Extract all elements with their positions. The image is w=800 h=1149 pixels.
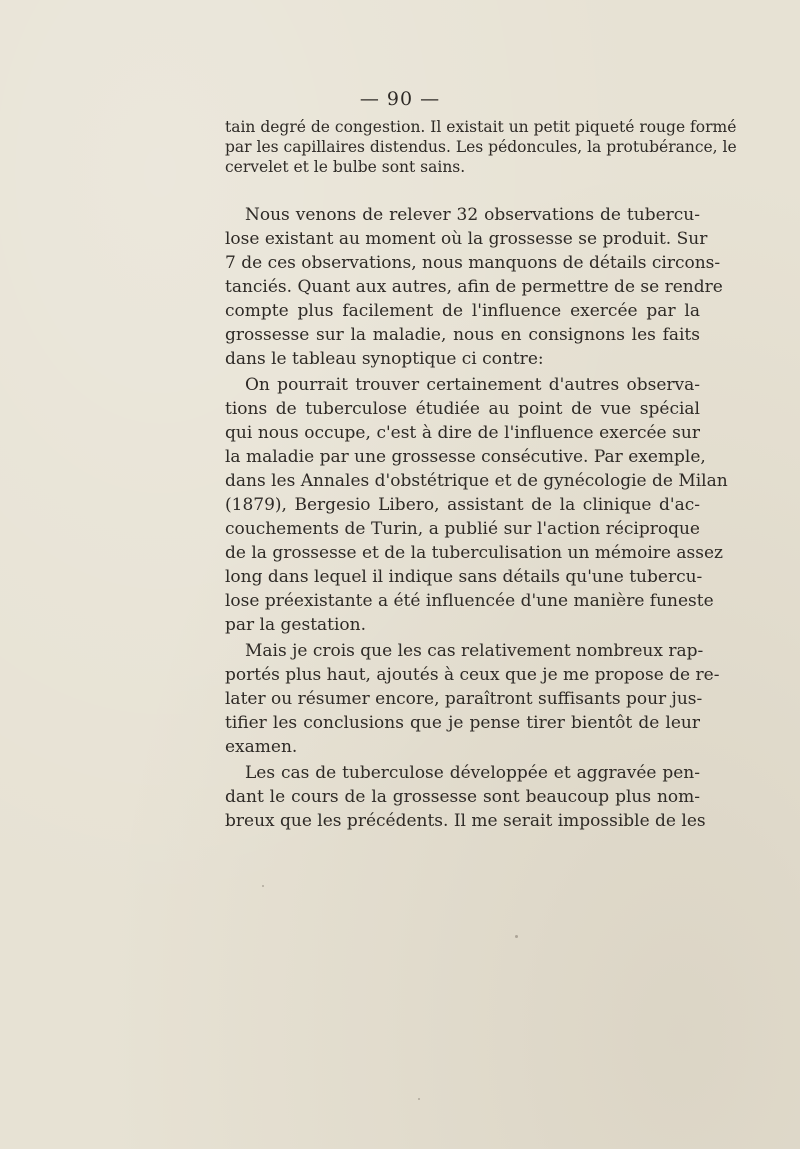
text-line: 7 de ces observations, nous manquons de détails circons-: [225, 253, 721, 273]
text-line: tions de tuberculose étudiée au point de vue spécial: [225, 399, 700, 419]
text-line: tanciés. Quant aux autres, afin de permettre de se rendre: [225, 277, 723, 297]
text-line: tain degré de congestion. Il existait un petit piqueté rouge formé: [225, 118, 737, 136]
text-line: dans le tableau synoptique ci contre:: [225, 349, 544, 369]
text-line: cervelet et le bulbe sont sains.: [225, 158, 466, 176]
text-line: par la gestation.: [225, 615, 367, 635]
text-line: lose préexistante a été influencée d'une manière funeste: [225, 591, 714, 611]
paper-speck: [262, 885, 264, 887]
text-line: tifier les conclusions que je pense tirer bientôt de leur: [225, 713, 700, 733]
text-line: grossesse sur la maladie, nous en consignons les faits: [225, 325, 700, 345]
text-line: dans les Annales d'obstétrique et de gynécologie de Milan: [225, 471, 728, 491]
text-line: Nous venons de relever 32 observations de tubercu-: [245, 205, 700, 225]
text-line: la maladie par une grossesse consécutive. Par exemple,: [225, 447, 706, 467]
text-line: (1879), Bergesio Libero, assistant de la clinique d'ac-: [225, 495, 700, 515]
text-line: compte plus facilement de l'influence exercée par la: [225, 301, 700, 321]
text-line: later ou résumer encore, paraîtront suffisants pour jus-: [225, 689, 703, 709]
paper-speck: [418, 1098, 420, 1100]
paragraph-developed-cases: [225, 761, 706, 833]
text-line: long dans lequel il indique sans détails qu'une tubercu-: [225, 567, 703, 587]
main-text: [225, 203, 728, 833]
text-line: examen.: [225, 737, 298, 757]
text-line: couchements de Turin, a publié sur l'action réciproque: [225, 519, 700, 539]
text-line: lose existant au moment où la grossesse se produit. Sur: [225, 229, 708, 249]
text-line: On pourrait trouver certainement d'autres observa-: [245, 375, 700, 395]
text-line: breux que les précédents. Il me serait impossible de les: [225, 811, 706, 831]
text-line: Les cas de tuberculose développée et aggravée pen-: [245, 763, 700, 783]
paper-speck: [515, 935, 518, 938]
paragraph-autopsy-note: [225, 117, 737, 177]
paragraph-observations: [225, 203, 723, 371]
text-line: qui nous occupe, c'est à dire de l'influence exercée sur: [225, 423, 700, 443]
paragraph-conclusions: [225, 639, 720, 759]
text-line: portés plus haut, ajoutés à ceux que je me propose de re-: [225, 665, 720, 685]
paragraph-other-observations: [225, 373, 728, 637]
text-line: dant le cours de la grossesse sont beaucoup plus nom-: [225, 787, 700, 807]
text-line: par les capillaires distendus. Les pédoncules, la protubérance, le: [225, 138, 737, 156]
text-line: Mais je crois que les cas relativement nombreux rap-: [245, 641, 704, 661]
page-number: — 90 —: [359, 88, 441, 110]
text-line: de la grossesse et de la tuberculisation un mémoire assez: [225, 543, 723, 563]
